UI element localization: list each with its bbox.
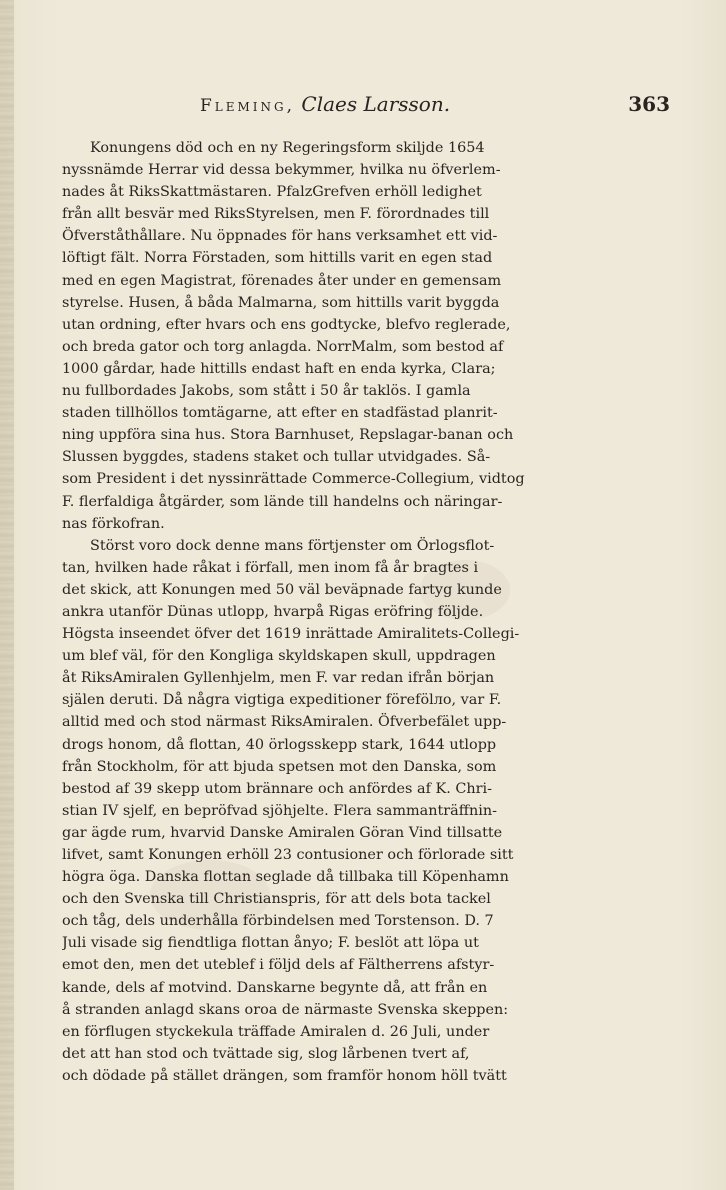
text-line: emot den, men det uteblef i följd dels af Fältherrens afstyr- bbox=[62, 957, 495, 974]
text-line: själen deruti. Då några vigtiga expeditioner förefölло, var F. bbox=[62, 692, 502, 709]
text-line: Konungens död och en ny Regeringsform skiljde 1654 bbox=[90, 140, 485, 156]
running-head-surname: Fleming, bbox=[200, 96, 296, 116]
text-line: och den Svenska till Christianspris, för att dels bota tackel bbox=[62, 891, 491, 908]
text-line: Öfverståthållare. Nu öppnades för hans verksamhet ett vid- bbox=[62, 228, 498, 245]
text-line: stian IV sjelf, en bepröfvad sjöhjelte. Flera sammanträffnin- bbox=[62, 802, 497, 819]
text-line: utan ordning, efter hvars och ens godtycke, blefvo reglerade, bbox=[62, 316, 511, 333]
text-line: ning uppföra sina hus. Stora Barnhuset, Repslagar-banan och bbox=[62, 427, 514, 444]
text-line: um blef väl, för den Kongliga skyldskapen skull, uppdragen bbox=[62, 648, 496, 665]
text-line: och tåg, dels underhålla förbindelsen med Torstenson. D. 7 bbox=[62, 913, 494, 930]
text-line: ankra utanför Dünas utlopp, hvarpå Rigas eröfring följde. bbox=[62, 603, 484, 620]
text-line: tan, hvilken hade råkat i förfall, men inom få år bragtes i bbox=[62, 559, 479, 576]
text-line: nas förkofran. bbox=[62, 515, 165, 532]
text-line: det skick, att Konungen med 50 väl beväpnade fartyg kunde bbox=[62, 581, 502, 598]
text-line: Högsta inseendet öfver det 1619 inrättade Amiralitets-Collegi- bbox=[62, 626, 520, 643]
text-line: styrelse. Husen, å båda Malmarna, som hittills varit byggda bbox=[62, 294, 500, 311]
text-line: Störst voro dock denne mans förtjenster om Örlogsflot- bbox=[90, 537, 495, 554]
text-line: F. flerfaldiga åtgärder, som lände till handelns och näringar- bbox=[62, 493, 503, 510]
text-line: från Stockholm, för att bjuda spetsen mot den Danska, som bbox=[62, 758, 497, 775]
text-line: kande, dels af motvind. Danskarne begynte då, att från en bbox=[62, 979, 488, 996]
text-line: åt RiksAmiralen Gyllenhjelm, men F. var redan ifrån början bbox=[62, 670, 495, 687]
text-line: löftigt fält. Norra Förstaden, som hittills varit en egen stad bbox=[62, 250, 493, 267]
text-line: 1000 gårdar, hade hittills endast haft en enda kyrka, Clara; bbox=[62, 360, 496, 377]
text-line: nyssnämde Herrar vid dessa bekymmer, hvilka nu öfverlem- bbox=[62, 162, 501, 179]
text-line: nu fullbordades Jakobs, som stått i 50 år taklös. I gamla bbox=[62, 383, 471, 400]
running-head-given-name: Claes Larsson. bbox=[301, 92, 451, 116]
text-line: alltid med och stod närmast RiksAmiralen. Öfverbefälet upp- bbox=[62, 714, 507, 731]
text-line: gar ägde rum, hvarvid Danske Amiralen Göran Vind tillsatte bbox=[62, 824, 503, 841]
text-line: en förflugen styckekula träffade Amiralen d. 26 Juli, under bbox=[62, 1023, 490, 1040]
text-line: drogs honom, då flottan, 40 örlogsskepp stark, 1644 utlopp bbox=[62, 736, 497, 753]
text-line: Juli visade sig fiendtliga flottan ånyo; F. beslöt att löpa ut bbox=[62, 935, 479, 952]
text-line: med en egen Magistrat, förenades åter under en gemensam bbox=[62, 272, 502, 289]
text-line: Slussen byggdes, stadens staket och tullar utvidgades. Så- bbox=[62, 449, 491, 466]
text-line: och dödade på stället drängen, som framför honom höll tvätt bbox=[62, 1067, 507, 1084]
text-line: det att han stod och tvättade sig, slog lårbenen tvert af, bbox=[62, 1045, 470, 1062]
running-head bbox=[200, 92, 450, 116]
text-line: bestod af 39 skepp utom brännare och anfördes af K. Chri- bbox=[62, 780, 492, 797]
page-header bbox=[200, 92, 670, 118]
text-line: å stranden anlagd skans oroa de närmaste Svenska skeppen: bbox=[62, 1001, 509, 1018]
text-line: staden tillhöllos tomtägarne, att efter en stadfästad planrit- bbox=[62, 405, 498, 422]
text-line: från allt besvär med RiksStyrelsen, men F. förordnades till bbox=[62, 206, 490, 223]
text-line: lifvet, samt Konungen erhöll 23 contusioner och förlorade sitt bbox=[62, 847, 514, 863]
text-line: nades åt RiksSkattmästaren. PfalzGrefven erhöll ledighet bbox=[62, 184, 482, 201]
body-text bbox=[62, 137, 666, 1087]
page-gutter bbox=[0, 0, 14, 1190]
text-line: som President i det nyssinrättade Commerce-Collegium, vidtog bbox=[62, 471, 525, 488]
text-line: och breda gator och torg anlagda. NorrMalm, som bestod af bbox=[62, 338, 504, 355]
page-number: 363 bbox=[628, 92, 670, 116]
text-line: högra öga. Danska flottan seglade då tillbaka till Köpenhamn bbox=[62, 869, 509, 886]
